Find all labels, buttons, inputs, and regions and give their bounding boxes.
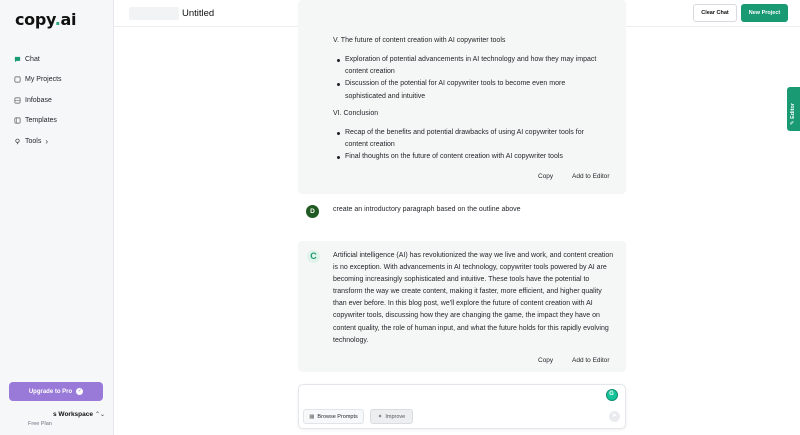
grid-icon: ▦ — [309, 413, 315, 420]
sidebar-item-label: Infobase — [25, 96, 52, 104]
sidebar — [0, 0, 114, 435]
improve-label: Improve — [385, 413, 406, 420]
list-item: Discussion of the potential for AI copywriter tools to become even more sophisticated and intuitive — [345, 78, 605, 102]
check-icon: ✓ — [77, 388, 82, 394]
sidebar-item-infobase[interactable] — [14, 90, 106, 111]
workspace-name: s Workspace — [53, 411, 93, 418]
logo[interactable]: copy.ai — [15, 10, 77, 29]
page-title[interactable]: Untitled — [182, 8, 215, 19]
add-to-editor-button[interactable]: Add to Editor — [572, 173, 610, 180]
sidebar-item-label: My Projects — [25, 76, 62, 84]
avatar: D — [306, 205, 319, 218]
sidebar-item-tools[interactable] — [14, 131, 106, 152]
sidebar-item-label: Chat — [25, 55, 40, 63]
ai-message-text: Artificial intelligence (AI) has revolutionized the way we live and work, and content creation is no exception. With advancements in AI technology, copywriter tools powered by AI are becoming increasingly sophisticated and intuitive. These tools have the potential to transform the way we create content, making it faster, more efficient, and higher quality than ever before. In this blog post, we'll explore the future of content creation with AI copywriter tools, discussing how they are changing the game, the impact they have on content quality, the role of human input, and what the future holds for this rapidly evolving technology. — [333, 252, 614, 344]
copy-button[interactable]: Copy — [538, 357, 554, 364]
user-message-text: create an introductory paragraph based on the outline above — [333, 206, 521, 213]
sidebar-nav — [14, 49, 106, 152]
bullet-list — [345, 127, 605, 164]
user-message — [298, 197, 626, 227]
copyai-avatar: C — [307, 250, 320, 263]
editor-tab[interactable] — [787, 87, 800, 131]
list-item: Recap of the benefits and potential drawbacks of using AI copywriter tools for content creation — [345, 127, 605, 151]
upgrade-button[interactable] — [9, 382, 103, 401]
title-placeholder — [129, 7, 179, 20]
editor-tab-label: ✎ Editor — [790, 102, 796, 125]
chat-composer — [298, 384, 626, 429]
add-to-editor-button[interactable]: Add to Editor — [572, 357, 610, 364]
upgrade-label: Upgrade to Pro — [28, 388, 73, 395]
sidebar-item-label: Tools — [25, 137, 42, 145]
sidebar-item-chat[interactable] — [14, 49, 106, 70]
sidebar-item-templates[interactable] — [14, 111, 106, 132]
bullet-list — [345, 54, 605, 103]
chat-input[interactable] — [305, 390, 600, 404]
copy-button[interactable]: Copy — [538, 173, 554, 180]
sidebar-item-label: Templates — [25, 117, 57, 125]
send-icon[interactable]: ➤ — [609, 411, 620, 422]
grammarly-icon[interactable] — [606, 389, 618, 401]
improve-button[interactable] — [370, 409, 413, 424]
list-item: Exploration of potential advancements in AI technology and how they may impact content creation — [345, 54, 605, 78]
folder-icon — [14, 76, 21, 83]
sparkle-icon: ✦ — [377, 413, 383, 420]
chat-icon — [14, 56, 21, 63]
browse-prompts-button[interactable] — [303, 409, 364, 424]
chevron-right-icon: › — [45, 136, 49, 146]
clear-chat-button[interactable]: Clear Chat — [693, 4, 737, 22]
new-project-button[interactable]: New Project — [741, 4, 788, 22]
workspace-plan: Free Plan — [28, 421, 52, 427]
database-icon — [14, 97, 21, 104]
expand-icon: ⌃⌄ — [95, 412, 106, 418]
tools-icon — [14, 138, 21, 145]
ai-message-outline — [298, 0, 626, 194]
list-item: Final thoughts on the future of content creation with AI copywriter tools — [345, 151, 605, 163]
template-icon — [14, 117, 21, 124]
browse-prompts-label: Browse Prompts — [317, 413, 358, 420]
sidebar-item-my-projects[interactable] — [14, 70, 106, 91]
section-heading: VI. Conclusion — [333, 110, 379, 117]
ai-message-paragraph — [298, 241, 626, 372]
section-heading: V. The future of content creation with AI copywriter tools — [333, 37, 506, 44]
